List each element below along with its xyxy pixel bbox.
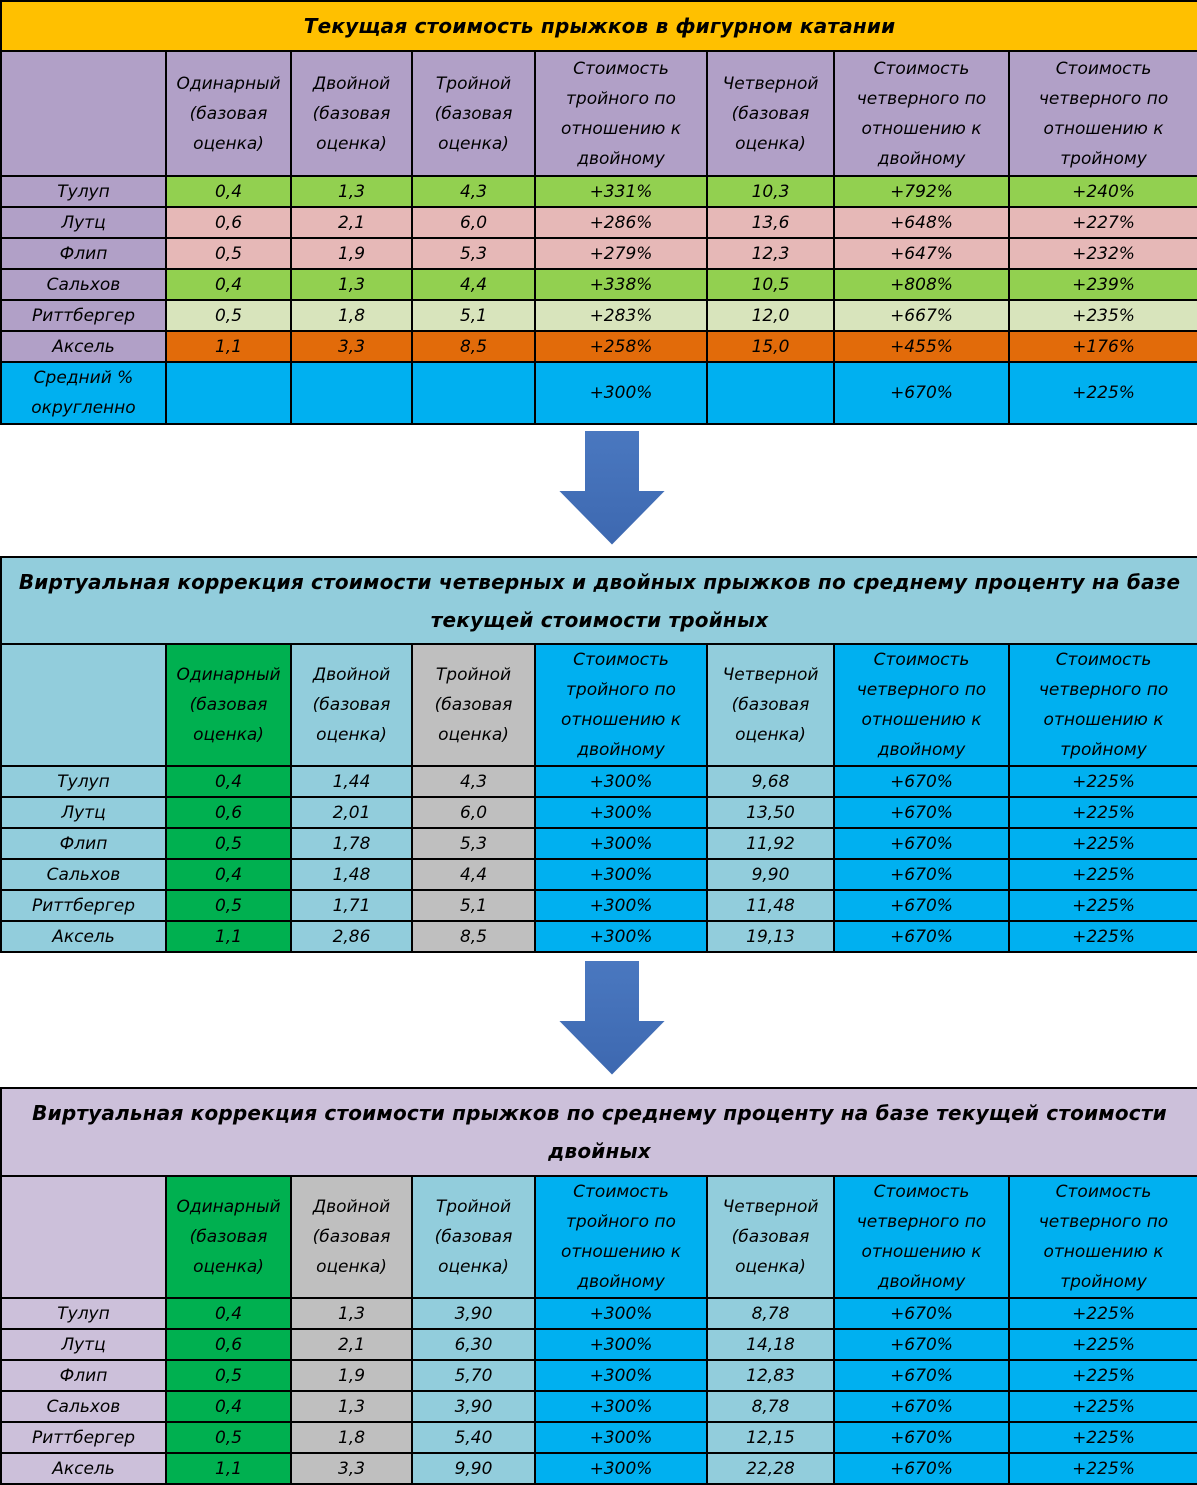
cell: 2,86 [291, 921, 412, 952]
cell: +176% [1009, 331, 1197, 362]
header-quad-vs-triple: Стоимость четверного по отношению к тройному [1009, 644, 1197, 766]
cell: 8,5 [412, 921, 535, 952]
arrow-down-icon [555, 958, 669, 1078]
cell: 0,5 [166, 238, 291, 269]
header-empty [1, 644, 166, 766]
cell: 4,4 [412, 269, 535, 300]
cell: 1,71 [291, 890, 412, 921]
row-name: Тулуп [1, 766, 166, 797]
cell: +667% [834, 300, 1009, 331]
row-name: Сальхов [1, 1391, 166, 1422]
header-double: Двойной (базовая оценка) [291, 1176, 412, 1298]
cell: 10,5 [707, 269, 834, 300]
cell: 1,3 [291, 1391, 412, 1422]
cell: 13,50 [707, 797, 834, 828]
cell: +225% [1009, 1360, 1197, 1391]
cell: 5,1 [412, 300, 535, 331]
cell: 1,3 [291, 269, 412, 300]
table-row [1, 828, 1197, 859]
table-row [1, 1298, 1197, 1329]
cell: +670% [834, 362, 1009, 424]
cell: +300% [535, 1360, 707, 1391]
cell: 1,3 [291, 176, 412, 207]
row-name: Аксель [1, 921, 166, 952]
cell: 15,0 [707, 331, 834, 362]
header-quad: Четверной (базовая оценка) [707, 51, 834, 176]
table2-title: Виртуальная коррекция стоимости четверных и двойных прыжков по среднему проценту на базе текущей стоимости тройных [1, 557, 1197, 644]
table-correction-triples [0, 556, 1197, 953]
cell: 13,6 [707, 207, 834, 238]
header-quad: Четверной (базовая оценка) [707, 644, 834, 766]
cell: 0,5 [166, 1422, 291, 1453]
row-name: Флип [1, 238, 166, 269]
cell: +670% [834, 1329, 1009, 1360]
cell: +338% [535, 269, 707, 300]
cell: 1,3 [291, 1298, 412, 1329]
cell: 1,1 [166, 1453, 291, 1484]
cell: 1,9 [291, 1360, 412, 1391]
table-row [1, 797, 1197, 828]
row-name: Флип [1, 828, 166, 859]
cell: +670% [834, 797, 1009, 828]
cell: 0,6 [166, 797, 291, 828]
cell: +225% [1009, 1453, 1197, 1484]
cell: 1,1 [166, 331, 291, 362]
cell: +300% [535, 1298, 707, 1329]
table1-title: Текущая стоимость прыжков в фигурном катании [1, 1, 1197, 51]
cell: +648% [834, 207, 1009, 238]
cell: 9,90 [707, 859, 834, 890]
header-quad-vs-double: Стоимость четверного по отношению к двойному [834, 51, 1009, 176]
table3-title: Виртуальная коррекция стоимости прыжков по среднему проценту на базе текущей стоимости двойных [1, 1088, 1197, 1176]
cell: +235% [1009, 300, 1197, 331]
cell: 1,48 [291, 859, 412, 890]
cell: 3,3 [291, 331, 412, 362]
header-empty [1, 1176, 166, 1298]
table-row [1, 890, 1197, 921]
arrow-down-icon [555, 428, 669, 548]
cell: 0,6 [166, 1329, 291, 1360]
table-row [1, 331, 1197, 362]
table-row [1, 859, 1197, 890]
cell [707, 362, 834, 424]
cell: +300% [535, 1329, 707, 1360]
cell: +792% [834, 176, 1009, 207]
cell: +232% [1009, 238, 1197, 269]
row-name-average: Средний % округленно [1, 362, 166, 424]
cell: +670% [834, 1422, 1009, 1453]
cell: 0,5 [166, 828, 291, 859]
cell: 6,0 [412, 207, 535, 238]
cell: 1,1 [166, 921, 291, 952]
row-name: Риттбергер [1, 890, 166, 921]
row-name: Риттбергер [1, 1422, 166, 1453]
header-double: Двойной (базовая оценка) [291, 644, 412, 766]
row-name: Тулуп [1, 1298, 166, 1329]
row-name: Лутц [1, 207, 166, 238]
cell: 3,90 [412, 1391, 535, 1422]
cell: 11,92 [707, 828, 834, 859]
header-triple-vs-double: Стоимость тройного по отношению к двойному [535, 1176, 707, 1298]
table-row [1, 300, 1197, 331]
cell: +227% [1009, 207, 1197, 238]
cell: 0,6 [166, 207, 291, 238]
cell: 3,3 [291, 1453, 412, 1484]
table-row [1, 1391, 1197, 1422]
cell: 19,13 [707, 921, 834, 952]
cell: 22,28 [707, 1453, 834, 1484]
cell: 6,0 [412, 797, 535, 828]
cell: +225% [1009, 362, 1197, 424]
cell: 10,3 [707, 176, 834, 207]
cell: +258% [535, 331, 707, 362]
row-name: Аксель [1, 331, 166, 362]
cell: 5,40 [412, 1422, 535, 1453]
cell: 12,83 [707, 1360, 834, 1391]
cell: 0,4 [166, 766, 291, 797]
cell: 8,78 [707, 1298, 834, 1329]
cell: +225% [1009, 828, 1197, 859]
cell: 6,30 [412, 1329, 535, 1360]
cell: 5,3 [412, 238, 535, 269]
cell: +225% [1009, 1391, 1197, 1422]
cell: +225% [1009, 1329, 1197, 1360]
table-row [1, 176, 1197, 207]
cell: 0,4 [166, 1391, 291, 1422]
row-name: Сальхов [1, 859, 166, 890]
cell: +670% [834, 766, 1009, 797]
cell: +300% [535, 1391, 707, 1422]
row-name: Лутц [1, 1329, 166, 1360]
header-quad: Четверной (базовая оценка) [707, 1176, 834, 1298]
cell: +300% [535, 766, 707, 797]
cell: 2,01 [291, 797, 412, 828]
table-current-values [0, 0, 1197, 425]
cell: 3,90 [412, 1298, 535, 1329]
header-double: Двойной (базовая оценка) [291, 51, 412, 176]
cell: +300% [535, 797, 707, 828]
table-row [1, 921, 1197, 952]
cell: 9,68 [707, 766, 834, 797]
cell: 0,5 [166, 300, 291, 331]
row-name: Флип [1, 1360, 166, 1391]
cell: +279% [535, 238, 707, 269]
row-name: Лутц [1, 797, 166, 828]
cell: +225% [1009, 921, 1197, 952]
cell: +670% [834, 1360, 1009, 1391]
cell: +240% [1009, 176, 1197, 207]
cell: 1,44 [291, 766, 412, 797]
table-row [1, 1329, 1197, 1360]
cell: +670% [834, 859, 1009, 890]
header-single: Одинарный (базовая оценка) [166, 1176, 291, 1298]
cell: 12,3 [707, 238, 834, 269]
cell: +670% [834, 828, 1009, 859]
header-quad-vs-double: Стоимость четверного по отношению к двойному [834, 644, 1009, 766]
header-triple-vs-double: Стоимость тройного по отношению к двойному [535, 51, 707, 176]
cell: 2,1 [291, 1329, 412, 1360]
cell: 4,4 [412, 859, 535, 890]
row-name: Тулуп [1, 176, 166, 207]
cell: 12,0 [707, 300, 834, 331]
table-row [1, 766, 1197, 797]
table-row [1, 1360, 1197, 1391]
header-empty [1, 51, 166, 176]
table-row-average [1, 362, 1197, 424]
cell: +225% [1009, 890, 1197, 921]
row-name: Аксель [1, 1453, 166, 1484]
row-name: Риттбергер [1, 300, 166, 331]
header-single: Одинарный (базовая оценка) [166, 51, 291, 176]
cell: +225% [1009, 766, 1197, 797]
cell: +331% [535, 176, 707, 207]
cell: +239% [1009, 269, 1197, 300]
cell: +300% [535, 859, 707, 890]
cell: +300% [535, 1453, 707, 1484]
table-row [1, 1422, 1197, 1453]
cell: 0,4 [166, 269, 291, 300]
table-row [1, 238, 1197, 269]
cell [291, 362, 412, 424]
cell: +670% [834, 1391, 1009, 1422]
cell: 4,3 [412, 176, 535, 207]
cell: +670% [834, 1298, 1009, 1329]
cell: 0,4 [166, 859, 291, 890]
cell: +670% [834, 890, 1009, 921]
header-quad-vs-double: Стоимость четверного по отношению к двойному [834, 1176, 1009, 1298]
cell: 12,15 [707, 1422, 834, 1453]
cell: 11,48 [707, 890, 834, 921]
table-row [1, 269, 1197, 300]
cell: 1,8 [291, 1422, 412, 1453]
table-row [1, 207, 1197, 238]
table-row [1, 1453, 1197, 1484]
cell: 0,5 [166, 890, 291, 921]
header-single: Одинарный (базовая оценка) [166, 644, 291, 766]
header-quad-vs-triple: Стоимость четверного по отношению к тройному [1009, 1176, 1197, 1298]
cell [166, 362, 291, 424]
cell: 2,1 [291, 207, 412, 238]
cell: +225% [1009, 1298, 1197, 1329]
header-triple-vs-double: Стоимость тройного по отношению к двойному [535, 644, 707, 766]
cell: 8,5 [412, 331, 535, 362]
table-correction-doubles [0, 1087, 1197, 1485]
header-triple: Тройной (базовая оценка) [412, 644, 535, 766]
cell: +300% [535, 362, 707, 424]
cell [412, 362, 535, 424]
cell: +283% [535, 300, 707, 331]
cell: +286% [535, 207, 707, 238]
cell: +647% [834, 238, 1009, 269]
cell: +670% [834, 921, 1009, 952]
cell: 1,78 [291, 828, 412, 859]
header-quad-vs-triple: Стоимость четверного по отношению к тройному [1009, 51, 1197, 176]
cell: +808% [834, 269, 1009, 300]
row-name: Сальхов [1, 269, 166, 300]
cell: 5,3 [412, 828, 535, 859]
cell: 4,3 [412, 766, 535, 797]
cell: 5,1 [412, 890, 535, 921]
cell: 14,18 [707, 1329, 834, 1360]
header-triple: Тройной (базовая оценка) [412, 51, 535, 176]
cell: 0,5 [166, 1360, 291, 1391]
cell: +300% [535, 921, 707, 952]
cell: +225% [1009, 1422, 1197, 1453]
cell: 8,78 [707, 1391, 834, 1422]
cell: 9,90 [412, 1453, 535, 1484]
cell: +670% [834, 1453, 1009, 1484]
cell: +225% [1009, 859, 1197, 890]
cell: 5,70 [412, 1360, 535, 1391]
cell: +300% [535, 890, 707, 921]
cell: 1,8 [291, 300, 412, 331]
cell: 1,9 [291, 238, 412, 269]
cell: +455% [834, 331, 1009, 362]
cell: +225% [1009, 797, 1197, 828]
cell: 0,4 [166, 176, 291, 207]
cell: +300% [535, 1422, 707, 1453]
cell: 0,4 [166, 1298, 291, 1329]
header-triple: Тройной (базовая оценка) [412, 1176, 535, 1298]
cell: +300% [535, 828, 707, 859]
